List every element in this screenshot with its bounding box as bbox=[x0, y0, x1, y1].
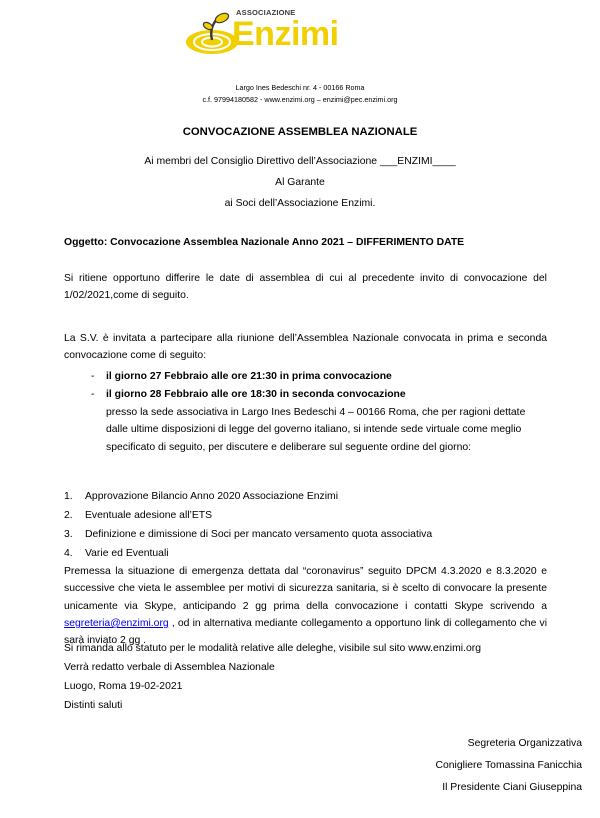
date-dash-1: - bbox=[91, 371, 95, 382]
greeting-line: Distinti saluti bbox=[64, 700, 123, 711]
header-address: Largo Ines Bedeschi nr. 4 - 00166 Roma bbox=[235, 83, 365, 92]
logo-small-text: ASSOCIAZIONE bbox=[236, 8, 296, 17]
signature-line-2: Conigliere Tomassina Fanicchia bbox=[435, 760, 582, 771]
email-link[interactable]: segreteria@enzimi.org bbox=[64, 617, 169, 629]
agenda-item: Eventuale adesione all’ETS bbox=[85, 510, 213, 521]
agenda-number: 2. bbox=[64, 510, 73, 521]
agenda-number: 4. bbox=[64, 548, 73, 559]
header-contacts: c.f. 97994180582 - www.enzimi.org – enzimi@pec.enzimi.org bbox=[202, 95, 398, 104]
agenda-item: Varie ed Eventuali bbox=[85, 548, 169, 559]
intro-paragraph: Si ritiene opportuno differire le date di assemblea di cui al precedente invito di convocazione del 1/02/2021,come di seguito. bbox=[64, 273, 547, 302]
signature-line-1: Segreteria Organizzativa bbox=[467, 738, 582, 749]
page-title: CONVOCAZIONE ASSEMBLEA NAZIONALE bbox=[182, 126, 418, 138]
signature-line-3: Il Presidente Ciani Giuseppina bbox=[442, 782, 582, 793]
place-date-line: Luogo, Roma 19-02-2021 bbox=[64, 681, 183, 692]
subject-line: Oggetto: Convocazione Assemblea Nazionale Anno 2021 – DIFFERIMENTO DATE bbox=[64, 237, 465, 248]
recipient-line-3: ai Soci dell’Associazione Enzimi. bbox=[224, 198, 376, 209]
agenda-number: 3. bbox=[64, 529, 73, 540]
invite-paragraph: La S.V. è invitata a partecipare alla riunione dell’Assemblea Nazionale convocata in prima e seconda convocazione come di seguito: bbox=[64, 333, 547, 362]
agenda-item: Definizione e dimissione di Soci per mancato versamento quota associativa bbox=[85, 529, 433, 540]
recipient-line-2: Al Garante bbox=[275, 177, 325, 188]
agenda-number: 1. bbox=[64, 491, 73, 502]
date-item-1: il giorno 27 Febbraio alle ore 21:30 in prima convocazione bbox=[106, 371, 392, 382]
emergency-text-post: , od in alternativa mediante collegamento a opportuno link di collegamento che vi sarà inviato 2 gg . bbox=[64, 617, 547, 647]
minutes-line: Verrà redatto verbale di Assemblea Nazionale bbox=[64, 662, 275, 673]
recipient-line-1: Ai membri del Consiglio Direttivo dell’Associazione ___ENZIMI____ bbox=[144, 156, 456, 167]
date-item-2: il giorno 28 Febbraio alle ore 18:30 in seconda convocazione bbox=[106, 389, 406, 400]
statute-line: Si rimanda allo statuto per le modalità relative alle deleghe, visibile sul sito www.enzimi.org bbox=[64, 643, 481, 654]
emergency-paragraph bbox=[64, 563, 547, 649]
venue-paragraph: presso la sede associativa in Largo Ines Bedeschi 4 – 00166 Roma, che per ragioni dettate dalle ultime disposizioni di legge del governo italiano, si intende sede virtuale come meglio specificato di seguito, per discutere e deliberare sul seguente ordine del giorno: bbox=[106, 407, 526, 453]
emergency-text-pre: Premessa la situazione di emergenza dettata dal “coronavirus” seguito DPCM 4.3.2020 e 8.3.2020 e successive che vieta le assemblee per motivi di sicurezza sanitaria, si è scelto di convocare la presente unicamente via Skype, anticipando 2 gg prima della convocazione i contatti Skype scrivendo a bbox=[64, 566, 547, 612]
agenda-item: Approvazione Bilancio Anno 2020 Associazione Enzimi bbox=[85, 491, 338, 502]
logo-name: Enzimi bbox=[232, 15, 339, 53]
date-dash-2: - bbox=[91, 389, 95, 400]
